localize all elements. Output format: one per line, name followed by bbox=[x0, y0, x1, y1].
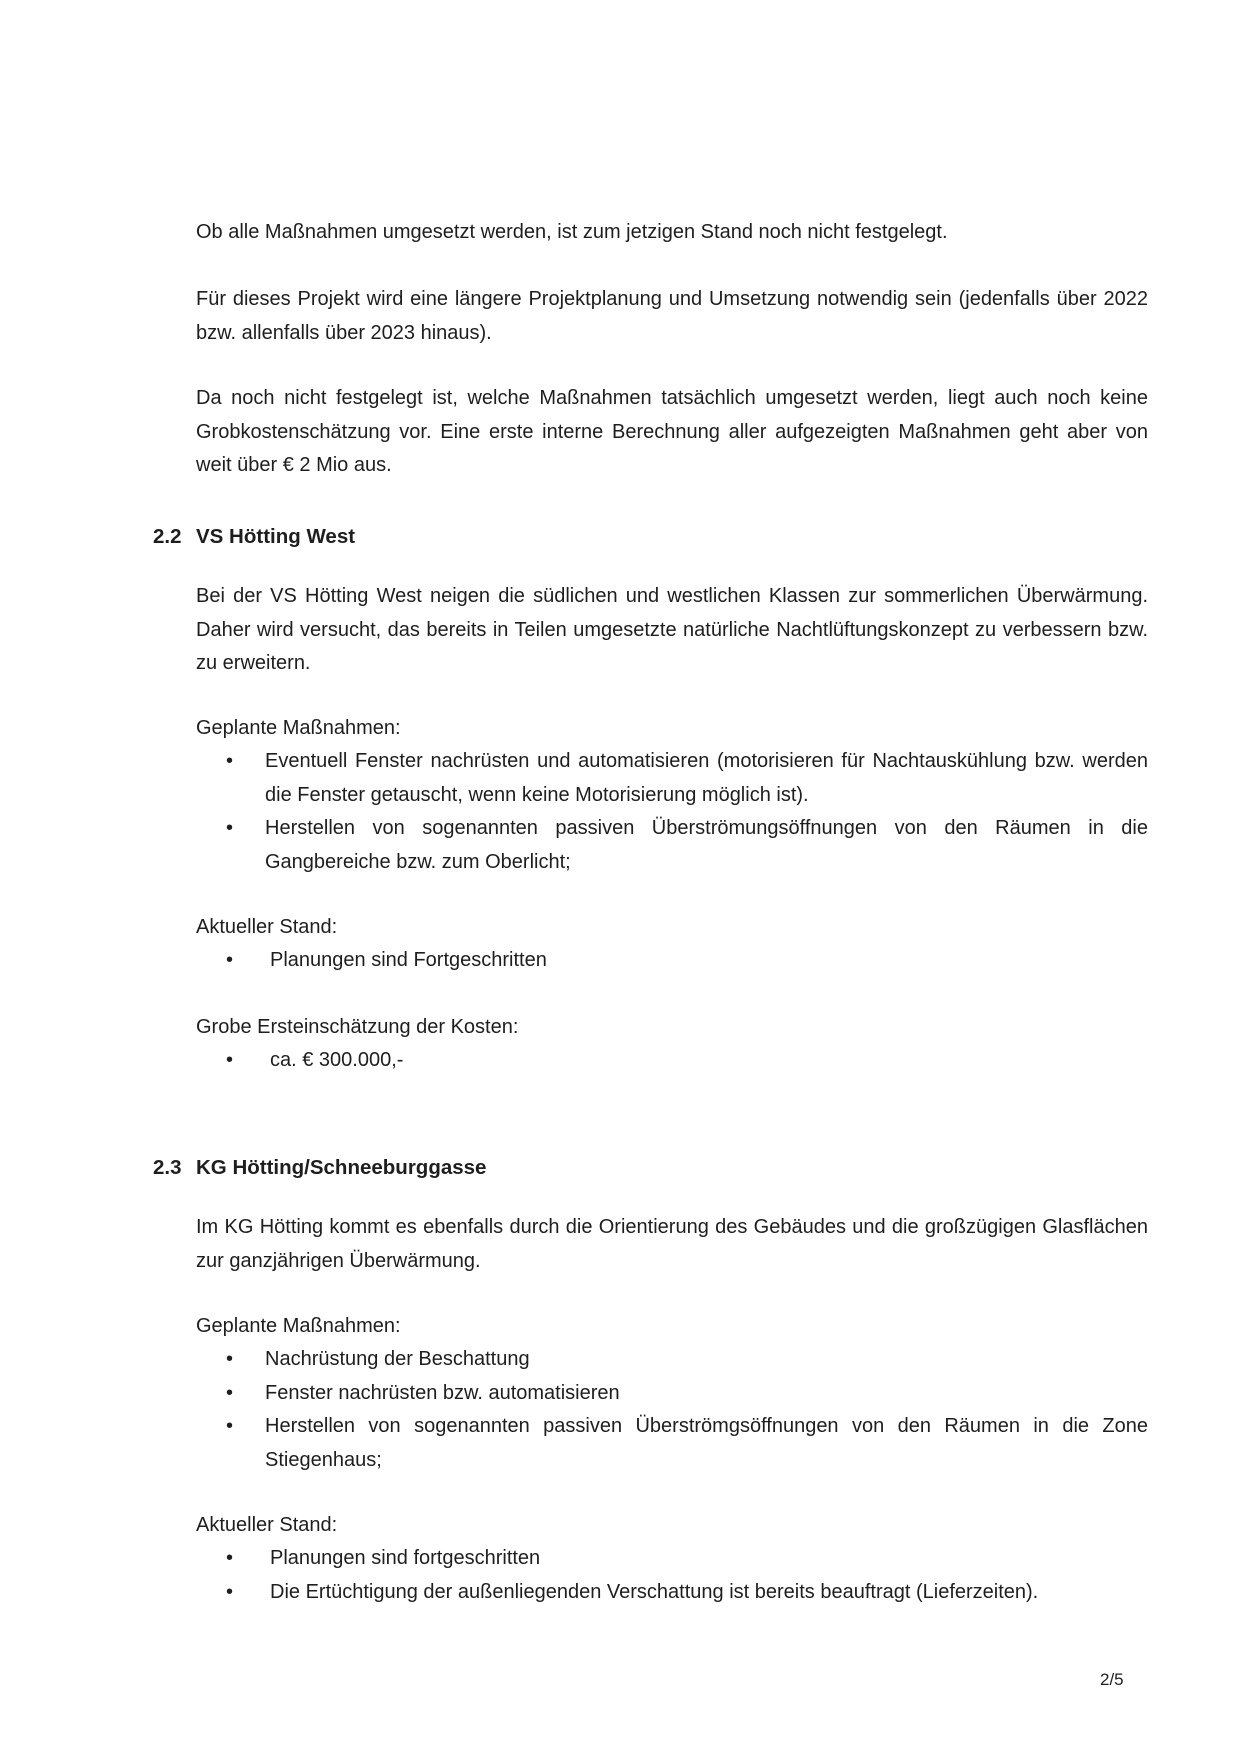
bullet-icon: • bbox=[226, 1049, 234, 1071]
list-item: • Planungen sind Fortgeschritten bbox=[196, 944, 1148, 978]
bullet-icon: • bbox=[226, 1348, 234, 1370]
section-number: 2.3 bbox=[153, 1156, 182, 1179]
current-status-label: Aktueller Stand: bbox=[196, 916, 338, 938]
current-status-label: Aktueller Stand: bbox=[196, 1514, 338, 1536]
intro-paragraph-1: Ob alle Maßnahmen umgesetzt werden, ist zum jetzigen Stand noch nicht festgelegt. bbox=[196, 221, 948, 243]
section-number: 2.2 bbox=[153, 525, 182, 548]
cost-estimate-list bbox=[196, 1044, 1148, 1078]
bullet-icon: • bbox=[226, 750, 234, 772]
bullet-icon: • bbox=[226, 1580, 234, 1603]
list-item: • Fenster nachrüsten bzw. automatisieren bbox=[196, 1377, 1148, 1411]
intro-paragraph-3: Da noch nicht festgelegt ist, welche Maßnahmen tatsächlich umgesetzt werden, liegt auch noch keine Grobkostenschätzung vor. Eine erste interne Berechnung aller aufgezeigten Maßnahmen geht aber von weit über € 2 Mio aus. bbox=[196, 387, 1148, 476]
section-title: KG Hötting/Schneeburggasse bbox=[196, 1156, 487, 1179]
bullet-icon: • bbox=[226, 1547, 234, 1569]
planned-measures-label: Geplante Maßnahmen: bbox=[196, 717, 401, 739]
list-item: • ca. € 300.000,- bbox=[196, 1044, 1148, 1078]
list-item: • Nachrüstung der Beschattung bbox=[196, 1343, 1148, 1377]
planned-measures-list bbox=[196, 1343, 1148, 1477]
current-status-list bbox=[196, 944, 1148, 978]
bullet-icon: • bbox=[226, 1415, 234, 1437]
section-2-3-heading bbox=[153, 1156, 486, 1180]
list-item: • Herstellen von sogenannten passiven Überströmgsöffnungen von den Räumen in die Zone Stiegenhaus; bbox=[196, 1410, 1148, 1477]
list-item: • Eventuell Fenster nachrüsten und automatisieren (motorisieren für Nachtauskühlung bzw. werden die Fenster getauscht, wenn keine Motorisierung möglich ist). bbox=[196, 745, 1148, 812]
intro-paragraph-2: Für dieses Projekt wird eine längere Projektplanung und Umsetzung notwendig sein (jedenfalls über 2022 bzw. allenfalls über 2023 hinaus). bbox=[196, 288, 1148, 344]
planned-measures-label: Geplante Maßnahmen: bbox=[196, 1315, 401, 1337]
planned-measures-list bbox=[196, 745, 1148, 879]
list-item: • Herstellen von sogenannten passiven Überströmungsöffnungen von den Räumen in die Gangbereiche bzw. zum Oberlicht; bbox=[196, 812, 1148, 879]
page-number: 2/5 bbox=[1100, 1670, 1124, 1689]
current-status-list bbox=[196, 1542, 1148, 1609]
bullet-icon: • bbox=[226, 949, 234, 971]
list-item: • Planungen sind fortgeschritten bbox=[196, 1542, 1148, 1576]
list-item: • Die Ertüchtigung der außenliegenden Verschattung ist bereits beauftragt (Lieferzeiten). bbox=[196, 1576, 1148, 1610]
section-2-2-heading bbox=[153, 525, 355, 549]
section-title: VS Hötting West bbox=[196, 525, 356, 548]
section-2-2-text: Bei der VS Hötting West neigen die südlichen und westlichen Klassen zur sommerlichen Überwärmung. Daher wird versucht, das bereits in Teilen umgesetzte natürliche Nachtlüftungskonzept zu verbessern bzw. zu erweitern. bbox=[196, 585, 1148, 674]
bullet-icon: • bbox=[226, 817, 234, 839]
cost-estimate-label: Grobe Ersteinschätzung der Kosten: bbox=[196, 1016, 519, 1038]
bullet-icon: • bbox=[226, 1381, 234, 1404]
section-2-3-text: Im KG Hötting kommt es ebenfalls durch die Orientierung des Gebäudes und die großzügigen Glasflächen zur ganzjährigen Überwärmung. bbox=[196, 1216, 1148, 1272]
